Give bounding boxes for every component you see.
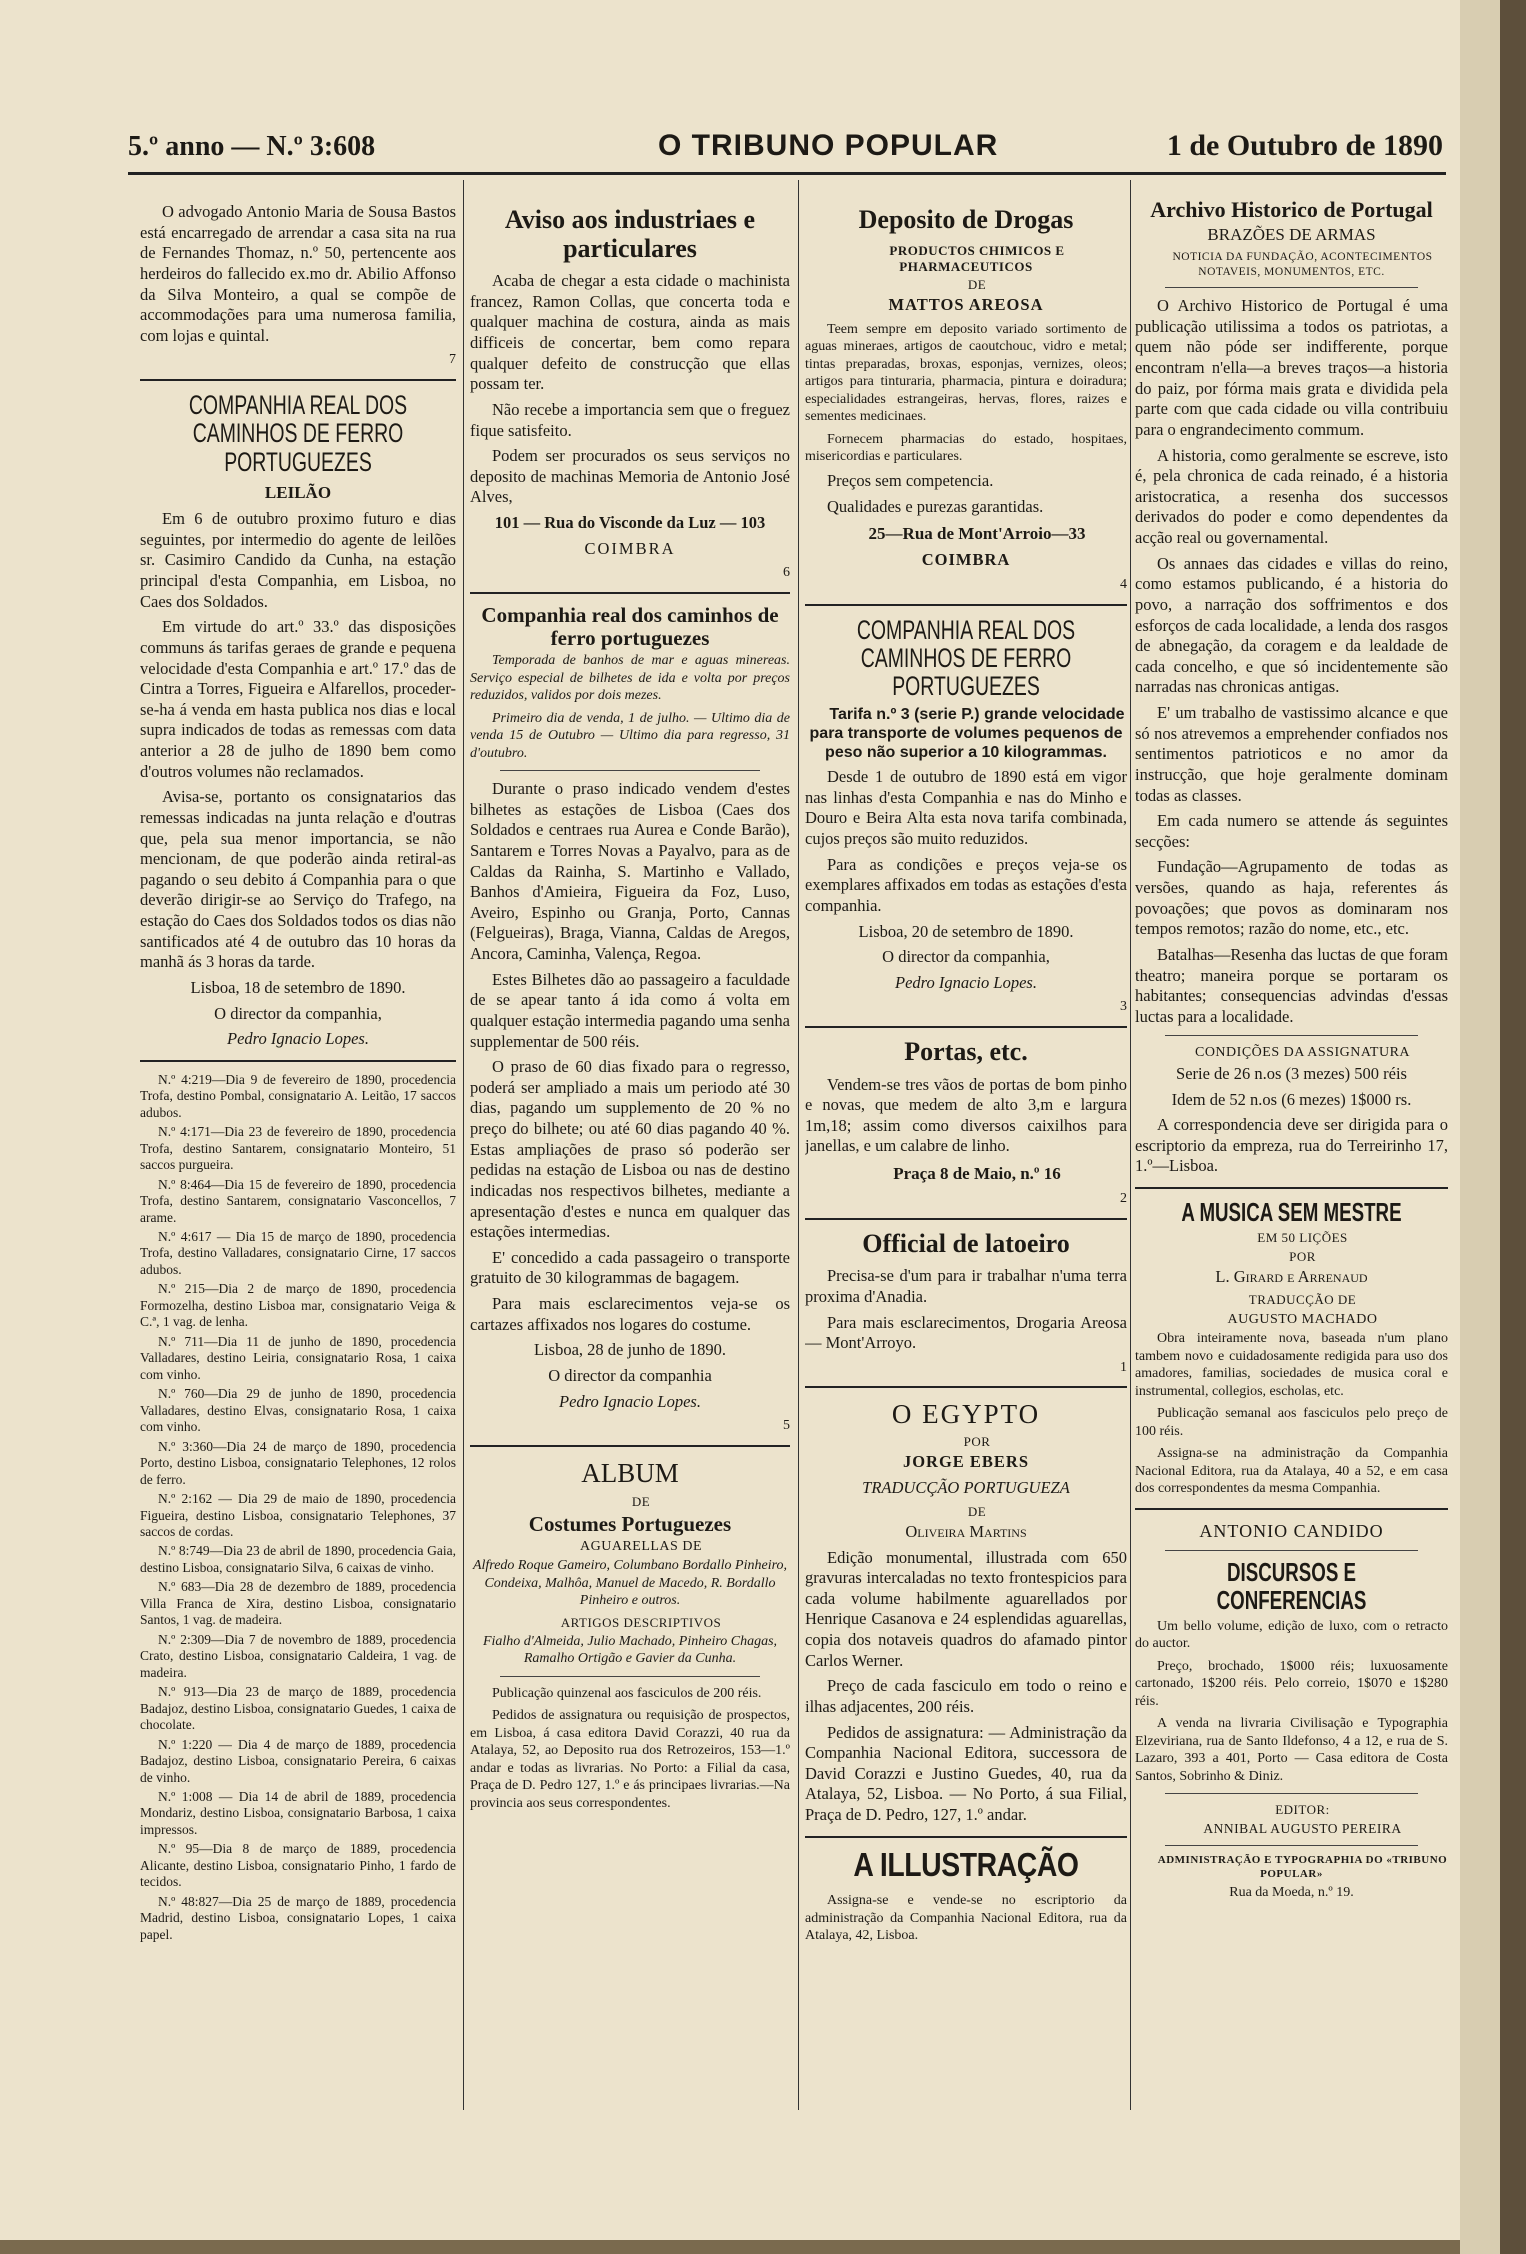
ad-number: 6 (783, 565, 790, 581)
editor-label: EDITOR: (1275, 1802, 1330, 1818)
newspaper-title: O TRIBUNO POPULAR (658, 129, 999, 162)
separator (805, 1026, 1127, 1028)
paragraph: Preço, brochado, 1$000 réis; luxuosamente cartonado, 1$200 réis. Pelo correio, 1$070 e 1$280 réis. (1135, 1658, 1448, 1709)
paragraph: Publicação semanal aos fasciculos pelo preço de 100 réis. (1135, 1406, 1448, 1439)
tarifa-heading: Tarifa n.º 3 (serie P.) grande velocidade para transporte de volumes pequenos de peso não superior a 10 kilogrammas. (809, 705, 1125, 761)
egypto-translator: Oliveira Martins (905, 1521, 1027, 1541)
company-heading: COMPANHIA REAL DOS CAMINHOS DE FERRO PORTUGUEZES (188, 389, 408, 477)
ad-number: 5 (783, 1418, 790, 1434)
separator (1165, 287, 1418, 288)
conditions-heading: CONDIÇÕES DA ASSIGNATURA (1194, 1045, 1411, 1061)
masthead (128, 125, 1443, 167)
list-item: N.º 48:827—Dia 25 de março de 1889, procedencia Madrid, destino Lisboa, consignatario Lopes, 1 caixa papel. (140, 1893, 456, 1942)
city-line: COIMBRA (584, 538, 676, 558)
list-item: N.º 4:617 — Dia 15 de março de 1890, procedencia Trofa, destino Valladares, consignatario Cirne, 17 saccos adubos. (140, 1229, 456, 1277)
paragraph: A correspondencia deve ser dirigida para o escriptorio da empreza, rua do Terreirinho 17, 1.º—Lisboa. (1135, 1115, 1448, 1176)
separator (1165, 1035, 1418, 1036)
separator (805, 604, 1127, 606)
paragraph: Vendem-se tres vãos de portas de bom pinho e novas, que medem de alto 3,m e largura 1m,18; assim como diversos caixilhos para janellas, e um calabre de linho. (805, 1074, 1127, 1156)
director-name: Pedro Ignacio Lopes. (895, 972, 1037, 992)
deposito-name: MATTOS AREOSA (888, 295, 1044, 315)
paragraph: Obra inteiramente nova, baseada n'um plano tambem novo e cuidadosamente redigida para uso dos amadores, familias, sociedades de musica coral e instrumental, collegios, escholas, etc. (1135, 1331, 1448, 1399)
director-name: Pedro Ignacio Lopes. (559, 1391, 701, 1411)
column-divider (1130, 180, 1131, 2110)
paragraph: Desde 1 de outubro de 1890 está em vigor nas linhas d'esta Companhia e nas do Minho e Douro e Beira Alta esta nova tarifa combinada, cujos preços são muito reduzidos. (805, 767, 1127, 849)
paragraph: Publicação quinzenal aos fasciculos de 200 réis. (492, 1685, 762, 1701)
editor-name: ANNIBAL AUGUSTO PEREIRA (1203, 1820, 1402, 1836)
separator (140, 1060, 456, 1062)
paragraph: Acaba de chegar a esta cidade o machinista francez, Ramon Collas, que concerta toda e qualquer machina de costura, ainda as mais difficeis de concertar, bem como repara qualquer defeito de construcção que ellas possam ter. (470, 271, 790, 394)
separator (500, 770, 760, 771)
conditions-line: Idem de 52 n.os (6 mezes) 1$000 rs. (1171, 1089, 1412, 1109)
column-divider (798, 180, 799, 2110)
list-item: N.º 95—Dia 8 de março de 1889, procedencia Alicante, destino Lisboa, consignatario Pinho, 1 fardo de tecidos. (140, 1841, 456, 1890)
ad-number: 1 (1120, 1359, 1127, 1375)
latoeiro-heading: Official de latoeiro (862, 1228, 1070, 1258)
album-writers: Fialho d'Almeida, Julio Machado, Pinheiro Chagas, Ramalho Ortigão e Gavier da Cunha. (482, 1633, 778, 1667)
next-page-edge (1460, 0, 1526, 2254)
archivo-heading: Archivo Historico de Portugal (1150, 197, 1433, 222)
city-line: COIMBRA (921, 550, 1011, 570)
paragraph: Um bello volume, edição de luxo, com o retracto do auctor. (1135, 1618, 1448, 1652)
paragraph: Em 6 de outubro proximo futuro e dias seguintes, por intermedio do agente de leilões sr. Casimiro Candido da Cunha, na estação principal d'esta Companhia, em Lisboa, no Caes dos Soldados. (140, 509, 456, 611)
discursos-heading: DISCURSOS E CONFERENCIAS (1216, 1557, 1367, 1615)
ad-number: 4 (1120, 577, 1127, 593)
paragraph: A historia, como geralmente se escreve, isto é, pela chronica de cada reinado, é a historia aristocratica, a resenha dos successos derivados do poder e como dependentes da acção real ou governamental. (1135, 445, 1448, 548)
column-1 (140, 202, 456, 1946)
ad-paragraph: O advogado Antonio Maria de Sousa Bastos está encarregado de arrendar a casa sita na rua de Fernandes Thomaz, n.º 50, pertencente aos herdeiros do fallecido ex.mo dr. Abilio Affonso da Silva Monteiro, a qual se compõe de accommodações para uma numerosa familia, com lojas e quintal. (140, 202, 456, 345)
issue-date: 1 de Outubro de 1890 (1166, 129, 1443, 162)
paragraph: Preços sem competencia. (827, 470, 994, 490)
list-item: N.º 4:171—Dia 23 de fevereiro de 1890, procedencia Trofa, destino Santarem, consignatario Monteiro, 51 saccos purgueira. (140, 1124, 456, 1173)
album-sub: AGUARELLAS DE (580, 1538, 702, 1554)
paragraph: Pedidos de assignatura: — Administração da Companhia Nacional Editora, successora de David Corazzi e Justino Guedes, 40, rua da Atalaya, 52, Lisboa. — No Porto, á sua Filial, Praça de D. Pedro, 127, 1.º andar. (805, 1722, 1127, 1824)
paragraph: O praso de 60 dias fixado para o regresso, poderá ser ampliado a mais um periodo até 30 dias, pagando um supplemento de 20 % no preço do bilhete; ou até 60 dias pagando 40 %. Estas ampliações de praso só poderão ser pedidas na estação de Lisboa ou nas de destino indicadas nos respectivos bilhetes, mediante a apresentação d'estes e nunca em qualquer das estações intermedias. (470, 1057, 790, 1242)
entry-list (140, 1072, 456, 1943)
date-line: Lisboa, 28 de junho de 1890. (533, 1340, 726, 1360)
separator (1165, 1845, 1418, 1846)
deposito-de: DE (967, 277, 987, 293)
director-title: O director da companhia, (882, 947, 1050, 967)
paragraph: Assigna-se na administração da Companhia Nacional Editora, rua da Atalaya, 40 a 52, e em casa dos correspondentes da mesma Companhia. (1135, 1446, 1448, 1497)
separator (1165, 1793, 1418, 1794)
paragraph: Fornecem pharmacias do estado, hospitaes, misericordias e particulares. (805, 431, 1127, 465)
director-title: O director da companhia, (214, 1003, 382, 1023)
archivo-sub: BRAZÕES DE ARMAS (1207, 225, 1376, 245)
musica-translator: AUGUSTO MACHADO (1227, 1311, 1378, 1327)
ad-number: 2 (1120, 1191, 1127, 1207)
list-item: N.º 683—Dia 28 de dezembro de 1889, procedencia Villa Franca de Xira, destino Lisboa, consignatario Santos, 1 vag. de madeira. (140, 1579, 456, 1628)
album-title: Costumes Portuguezes (528, 1511, 732, 1536)
list-item: N.º 913—Dia 23 de março de 1889, procedencia Badajoz, destino Lisboa, consignatario Guedes, 1 caixa de chocolate. (140, 1684, 456, 1733)
paragraph: Precisa-se d'um para ir trabalhar n'uma terra proxima d'Anadia. (805, 1266, 1127, 1306)
paragraph: Avisa-se, portanto os consignatarios das remessas indicadas na junta relação e d'outras que, pela sua menor importancia, se não mencionam, de que poderão ainda retiral-as pagando o seu debito á Companhia para o que deverão dirigir-se ao Serviço do Trafego, na estação do Caes dos Soldados todos os dias não santificados até 4 de outubro das 10 horas da manhã ás 3 horas da tarde. (140, 787, 456, 972)
paragraph: E' um trabalho de vastissimo alcance e que só nos atrevemos a emprehender confiados nos sentimentos patrioticos e no amor da instrucção, que hoje geralmente dominam todas as classes. (1135, 703, 1448, 805)
egypto-translation: TRADUCÇÃO PORTUGUEZA (862, 1478, 1070, 1497)
masthead-rule (128, 172, 1446, 175)
musica-authors: L. Girard e Arrenaud (1215, 1266, 1368, 1286)
list-item: N.º 2:309—Dia 7 de novembro de 1889, procedencia Crato, destino Lisboa, consignatario Caldeira, 1 vag. de madeira. (140, 1631, 456, 1680)
list-item: N.º 2:162 — Dia 29 de maio de 1890, procedencia Figueira, destino Lisboa, consignatario Telephones, 37 saccos de cordas. (140, 1491, 456, 1539)
company-heading: Companhia real dos caminhos de ferro portuguezes (481, 602, 779, 650)
album-de: DE (631, 1494, 651, 1510)
paragraph: Para mais esclarecimentos veja-se os cartazes affixados nos logares do costume. (470, 1294, 790, 1334)
album-articles: ARTIGOS DESCRIPTIVOS (560, 1614, 722, 1630)
deposito-sub: PRODUCTOS CHIMICOS E PHARMACEUTICOS (889, 242, 1065, 274)
musica-heading: A MUSICA SEM MESTRE (1181, 1197, 1402, 1228)
company-heading: COMPANHIA REAL DOS CAMINHOS DE FERRO PORTUGUEZES (856, 614, 1076, 702)
administration: ADMINISTRAÇÃO E TYPOGRAPHIA DO «TRIBUNO POPULAR» (1157, 1854, 1448, 1881)
paragraph: A venda na livraria Civilisação e Typographia Elzeviriana, rua de Santo Ildefonso, 4 a 12, e rua de S. Lazaro, 393 a 401, Porto — Casa editora de Costa Santos, Sobrinho & Diniz. (1135, 1716, 1448, 1784)
deposito-heading: Deposito de Drogas (858, 205, 1074, 234)
page-edge-sheet (1460, 0, 1500, 2254)
paragraph: Para as condições e preços veja-se os exemplares affixados em todas as estações d'esta companhia. (805, 854, 1127, 915)
list-item: N.º 4:219—Dia 9 de fevereiro de 1890, procedencia Trofa, destino Pombal, consignatario A. Leitão, 17 saccos adubos. (140, 1071, 456, 1120)
address-line: 25—Rua de Mont'Arroio—33 (868, 524, 1086, 544)
paragraph: Fundação—Agrupamento de todas as versões, quando as haja, referentes ás povoações; que povos as dominaram nos tempos remotos; razão do nome, etc., etc. (1135, 857, 1448, 939)
separator (805, 1836, 1127, 1838)
ad-number: 7 (449, 352, 456, 368)
paragraph: Em cada numero se attende ás seguintes secções: (1135, 811, 1448, 851)
paragraph: Edição monumental, illustrada com 650 gravuras intercaladas no texto frontespicios para cada volume habilmente aguarellados por Henrique Casanova e 24 esplendidas aguarellas, copia dos notaveis quadros do afamado pintor Carlos Werner. (805, 1547, 1127, 1670)
list-item: N.º 8:749—Dia 23 de abril de 1890, procedencia Gaia, destino Lisboa, consignatario Silva, 6 caixas de vinho. (140, 1543, 456, 1575)
separator (805, 1218, 1127, 1220)
paragraph: Assigna-se e vende-se no escriptorio da administração da Companhia Nacional Editora, rua da Atalaya, 42, Lisboa. (805, 1893, 1127, 1944)
paragraph: Pedidos de assignatura ou requisição de prospectos, em Lisboa, á casa editora David Corazzi, 40 rua da Atalaya, 52, ao Deposito rua dos Retrozeiros, 153—1.º andar e todas as livrarias. No Porto: a Filial da casa, Praça de D. Pedro 127, 1.º e ás principaes livrarias.—Na provincia aos seus correspondentes. (470, 1708, 790, 1811)
separator (500, 1676, 760, 1677)
director-title: O director da companhia (548, 1365, 712, 1385)
paragraph: E' concedido a cada passageiro o transporte gratuito de 30 kilogrammas de bagagem. (470, 1247, 790, 1288)
aviso-heading: Aviso aos industriaes e particulares (504, 205, 756, 263)
portas-heading: Portas, etc. (904, 1036, 1028, 1066)
administration-address: Rua da Moeda, n.º 19. (1229, 1884, 1354, 1900)
list-item: N.º 1:220 — Dia 4 de março de 1889, procedencia Badajoz, destino Lisboa, consignatario Pereira, 6 caixas de vinho. (140, 1736, 456, 1785)
paragraph: Batalhas—Resenha das luctas de que foram theatro; maneira porque se portaram os habitantes; consequencias advindas d'essas luctas para a localidade. (1135, 944, 1448, 1026)
conditions-line: Serie de 26 n.os (3 mezes) 500 réis (1176, 1063, 1407, 1083)
paragraph: Não recebe a importancia sem que o freguez fique satisfeito. (470, 399, 790, 440)
separator (805, 1386, 1127, 1388)
separator (470, 1445, 790, 1447)
paragraph: O Archivo Historico de Portugal é uma publicação utilissima a todos os patriotas, a quem não póde ser indifferente, porque encontram n'ella—a breves traços—a historia do paiz, por fórma mais grata e dividida pela parte com que cada cidade ou villa contribuiu para o engrandecimento commum. (1135, 296, 1448, 439)
paragraph: Em virtude do art.º 33.º das disposições communs ás tarifas geraes de grande e pequena velocidade d'esta Companhia e art.º 17.º das de Cintra a Torres, Figueira e Alfarellos, proceder-se-ha á venda em hasta publica nos dias e local supra indicados de todas as remessas com data anterior a 28 de julho de 1890 bem como d'outros volumes não reclamados. (140, 617, 456, 781)
paragraph: Qualidades e purezas garantidas. (827, 496, 1044, 516)
album-heading: ALBUM (581, 1457, 679, 1488)
ad-number: 3 (1120, 999, 1127, 1015)
date-line: Lisboa, 18 de setembro de 1890. (190, 977, 406, 997)
column-3 (805, 200, 1127, 1950)
issue-number: 5.º anno — N.º 3:608 (128, 131, 376, 162)
list-item: N.º 1:008 — Dia 14 de abril de 1889, procedencia Mondariz, destino Lisboa, consignatario Barbosa, 1 caixa impressos. (140, 1789, 456, 1837)
egypto-author: JORGE EBERS (902, 1452, 1030, 1472)
list-item: N.º 3:360—Dia 24 de março de 1890, procedencia Porto, destino Lisboa, consignatario Telephones, 12 rolos de ferro. (140, 1438, 456, 1487)
paragraph: Para mais esclarecimentos, Drogaria Areosa — Mont'Arroyo. (805, 1312, 1127, 1353)
date-line: Lisboa, 20 de setembro de 1890. (858, 921, 1074, 941)
egypto-heading: O EGYPTO (891, 1399, 1041, 1430)
list-item: N.º 760—Dia 29 de junho de 1890, procedencia Valladares, destino Elvas, consignatario Rosa, 1 caixa com vinho. (140, 1386, 456, 1435)
paragraph: Preço de cada fasciculo em todo o reino e ilhas adjacentes, 200 réis. (805, 1676, 1127, 1716)
address-line: 101 — Rua do Visconde da Luz — 103 (494, 513, 766, 533)
separator (1165, 1550, 1418, 1551)
list-item: N.º 8:464—Dia 15 de fevereiro de 1890, procedencia Trofa, destino Santarem, consignatario Vasconcellos, 7 arame. (140, 1176, 456, 1225)
musica-por: POR (1289, 1248, 1316, 1264)
paragraph: Estes Bilhetes dão ao passageiro a faculdade de se apear tanto á ida como á volta em qualquer estação intermedia pagando uma senha supplementar de 500 réis. (470, 969, 790, 1051)
album-artists: Alfredo Roque Gameiro, Columbano Bordallo Pinheiro, Condeixa, Malhôa, Manuel de Macedo, R. Bordallo Pinheiro e outros. (472, 1558, 788, 1609)
musica-trad: TRADUCÇÃO DE (1248, 1292, 1357, 1308)
separator (1135, 1187, 1448, 1189)
egypto-de: DE (967, 1503, 987, 1519)
separator (1135, 1508, 1448, 1510)
paragraph: Podem ser procurados os seus serviços no deposito de machinas Memoria de Antonio José Alves, (470, 446, 790, 507)
leilao-heading: LEILÃO (264, 482, 332, 502)
address-line: Praça 8 de Maio, n.º 16 (893, 1164, 1061, 1184)
column-2 (470, 200, 790, 1817)
column-divider (463, 180, 464, 2110)
paragraph: Teem sempre em deposito variado sortimento de aguas mineraes, artigos de caoutchouc, vidro e metal; tintas preparadas, broxas, esponjas, vernizes, oleos; artigos para tinturaria, pharmacia, pintura e doiradura; especialidades estrangeiras, hervas, flores, raizes e sementes medicinaes. (805, 321, 1127, 425)
list-item: N.º 215—Dia 2 de março de 1890, procedencia Formozelha, destino Lisboa mar, consignatario Veiga & C.ª, 1 vag. de lenha. (140, 1281, 456, 1330)
paragraph: Os annaes das cidades e villas do reino, como estamos publicando, é a historia do povo, a narração dos soffrimentos e dos esforços de cada localidade, a lenda dos rasgos de abnegação, da coragem e da lealdade de cada concelho, e que só incidentemente são narradas nas chronicas antigas. (1135, 553, 1448, 697)
list-item: N.º 711—Dia 11 de junho de 1890, procedencia Valladares, destino Leiria, consignatario Rosa, 1 caixa com vinho. (140, 1333, 456, 1382)
paragraph: Primeiro dia de venda, 1 de julho. — Ultimo dia de venda 15 de Outubro — Ultimo dia para regresso, 31 d'outubro. (470, 710, 790, 761)
director-name: Pedro Ignacio Lopes. (227, 1029, 369, 1049)
musica-lessons: EM 50 LIÇÕES (1257, 1230, 1348, 1246)
candido-heading: ANTONIO CANDIDO (1199, 1520, 1384, 1541)
separator (140, 379, 456, 381)
separator (470, 592, 790, 594)
paragraph: Temporada de banhos de mar e aguas minereas. Serviço especial de bilhetes de ida e volta por preços reduzidos, validos por dois mezes. (470, 653, 790, 703)
paragraph: Durante o praso indicado vendem d'estes bilhetes as estações de Lisboa (Caes dos Soldados e centraes rua Aurea e Conde Barão), Santarem e Torres Novas a Payalvo, para as de Caldas da Rainha, S. Martinho e Vallado, Banhos d'Amieira, Figueira da Foz, Luso, Aveiro, Espinho ou Granja, Porto, Cannas (Felgueiras), Braga, Vianna, Caldas de Aregos, Ancora, Caminha, Valença, Regoa. (470, 779, 790, 963)
column-4 (1135, 196, 1448, 1906)
egypto-por: POR (963, 1434, 991, 1450)
illustracao-heading: A ILLUSTRAÇÃO (853, 1845, 1079, 1883)
archivo-sub2: NOTICIA DA FUNDAÇÃO, ACONTECIMENTOS NOTAVEIS, MONUMENTOS, ETC. (1172, 251, 1433, 278)
